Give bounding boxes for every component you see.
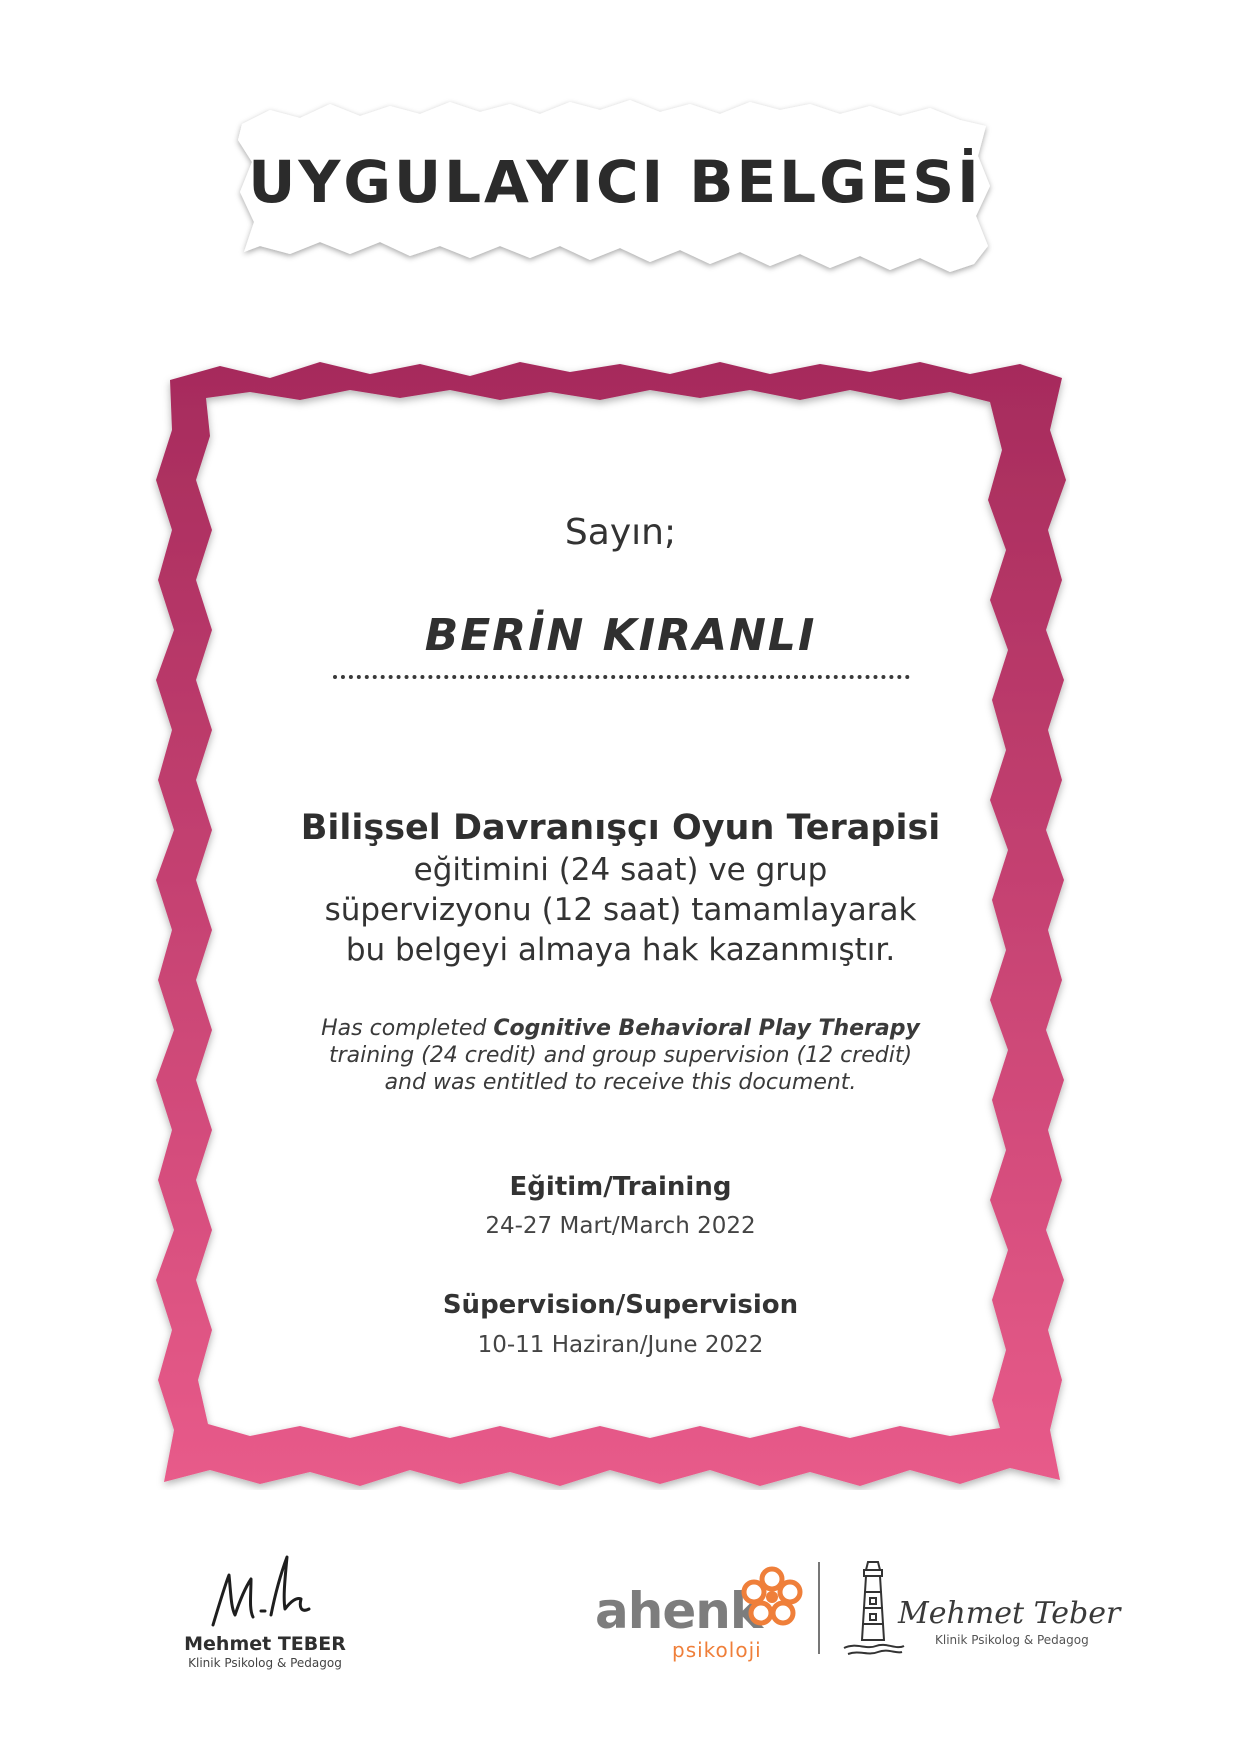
brand-signature-name: Mehmet Teber [898, 1596, 1121, 1631]
handwritten-signature [205, 1545, 315, 1635]
description-tr-line: bu belgeyi almaya hak kazanmıştır. [345, 932, 896, 968]
description-en-line: training (24 credit) and group supervision (12 credit) [328, 1043, 913, 1068]
training-date: 24-27 Mart/March 2022 [485, 1213, 756, 1239]
course-title: Bilişsel Davranışçı Oyun Terapisi [300, 808, 941, 848]
description-tr-line: eğitimini (24 saat) ve grup [413, 852, 828, 888]
recipient-name: BERİN KIRANLI [424, 610, 817, 661]
ahenk-logo-word: ahenk [595, 1582, 763, 1640]
supervision-label: Süpervision/Supervision [442, 1290, 799, 1320]
logo-divider [818, 1562, 820, 1654]
flower-logo-icon [740, 1565, 804, 1629]
course-title-en: Cognitive Behavioral Play Therapy [493, 1016, 920, 1041]
ahenk-logo-subtitle: psikoloji [672, 1638, 762, 1662]
signer-title: Klinik Psikolog & Pedagog [188, 1656, 342, 1670]
brand-title: Klinik Psikolog & Pedagog [935, 1633, 1089, 1647]
name-underline [333, 675, 910, 679]
description-tr-line: süpervizyonu (12 saat) tamamlayarak [324, 892, 917, 928]
greeting: Sayın; [564, 512, 677, 553]
training-label: Eğitim/Training [509, 1172, 732, 1202]
description-en-prefix: Has completed [321, 1016, 494, 1041]
signer-name: Mehmet TEBER [184, 1633, 346, 1655]
page-title: UYGULAYICI BELGESİ [248, 148, 982, 216]
description-en-line: and was entitled to receive this document. [384, 1070, 857, 1095]
description-en-line [0, 1016, 1241, 1041]
supervision-date: 10-11 Haziran/June 2022 [477, 1332, 764, 1358]
